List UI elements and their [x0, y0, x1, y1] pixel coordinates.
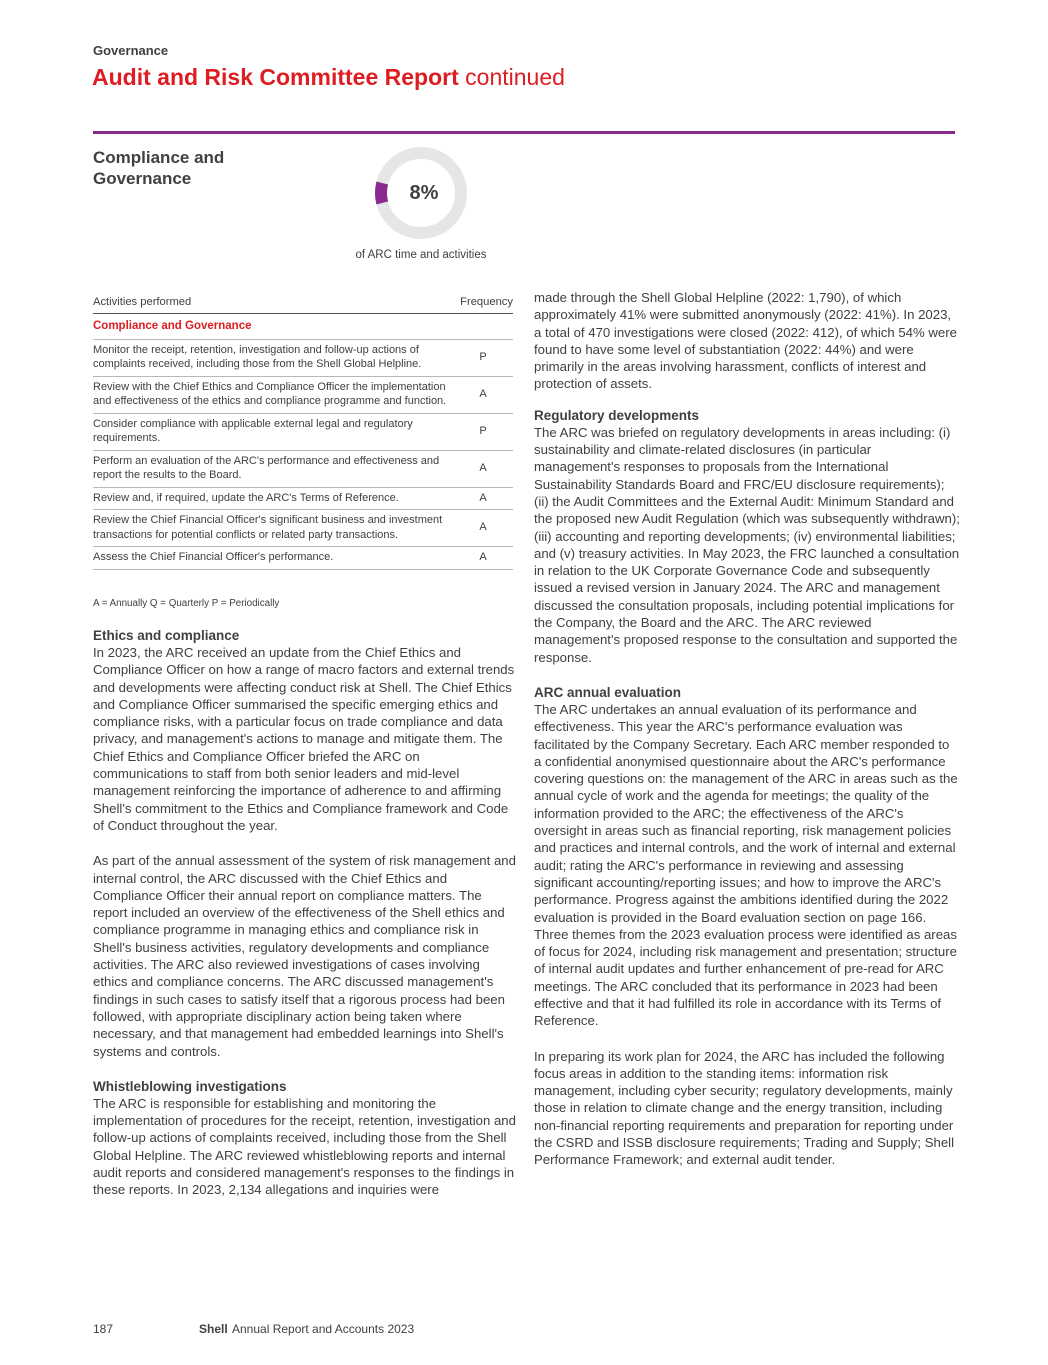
activity-cell: Assess the Chief Financial Officer's performance. [93, 547, 453, 570]
activity-cell: Consider compliance with applicable external legal and regulatory requirements. [93, 413, 453, 450]
section-label: Governance [93, 43, 169, 58]
activity-cell: Monitor the receipt, retention, investigation and follow-up actions of complaints received, including those from the Shell Global Helpline. [93, 339, 453, 376]
regulatory-heading: Regulatory developments [534, 407, 700, 423]
evaluation-heading: ARC annual evaluation [534, 684, 682, 700]
activity-cell: Review with the Chief Ethics and Compliance Officer the implementation and effectiveness of the ethics and compliance programme and function. [93, 376, 453, 413]
col-frequency: Frequency [453, 296, 513, 314]
page-title [92, 64, 565, 91]
left-column [93, 627, 517, 1199]
table-row [93, 547, 513, 570]
activity-cell: Review the Chief Financial Officer's significant business and investment transactions for potential conflicts or related party transactions. [93, 510, 453, 547]
whistleblowing-paragraph-continued: made through the Shell Global Helpline (2022: 1,790), of which approximately 41% were submitted anonymously (2022: 41%). In 2023, a total of 470 investigations were closed (2022: 412), of which 54% were found to have some level of substantiation (2022: 44%) and were primarily in the areas involving harassment, conflicts of interest and protection of assets. [534, 290, 957, 392]
time-share-donut [374, 146, 468, 240]
frequency-cell: A [453, 487, 513, 510]
donut-caption: of ARC time and activities [355, 249, 487, 261]
frequency-cell: A [453, 376, 513, 413]
table-header-row [93, 296, 513, 314]
footer-brand: Shell [199, 1322, 228, 1336]
frequency-cell: A [453, 450, 513, 487]
table-row [93, 487, 513, 510]
frequency-cell: A [453, 510, 513, 547]
table-row [93, 339, 513, 376]
table-row [93, 413, 513, 450]
whistleblowing-heading: Whistleblowing investigations [93, 1078, 287, 1094]
evaluation-paragraph-2: In preparing its work plan for 2024, the ARC has included the following focus areas in addition to the standing items: information risk management, including cyber security; regulatory developments, mainly those in relation to climate change and the energy transition, including non-financial reporting requirements and preparation for reporting under the CSRD and ISSB disclosure requirements; Trading and Supply; Shell Performance Framework; and external audit tender. [534, 1048, 955, 1168]
evaluation-paragraph-1: The ARC undertakes an annual evaluation of its performance and effectiveness. This year the ARC's performance evaluation was facilitated by the Company Secretary. Each ARC member responded to a confidential anonymised questionnaire about the ARC's performance covering questions on: the management of the ARC in areas such as the annual cycle of work and the agenda for meetings; the quality of the information provided to the ARC; the effectiveness of the ARC's oversight in areas such as financial reporting, risk management policies and practices and internal controls, and the work of internal and external audit; rating the ARC's performance in reviewing and assessing significant accounting/reporting issues; and how to improve the ARC's performance. Progress against the ambitions identified during the 2022 evaluation is provided in the Board evaluation section on page 166. Three themes from the 2023 evaluation process were identified as areas of focus for 2024, including risk management and presentation; structure of internal audit updates and further enhancement of pre-read for ARC meetings. The ARC concluded that its performance in 2023 had been effective and that it had fulfilled its role in accordance with its Terms of Reference. [534, 701, 958, 1029]
ethics-paragraph-1: In 2023, the ARC received an update from the Chief Ethics and Compliance Officer on how a range of macro factors and external trends and developments were affecting conduct risk at Shell. The Chief Ethics and Compliance Officer summarised the specific emerging ethics and compliance risks, with a particular focus on trade compliance and data privacy, and management's actions to manage and mitigate them. The Chief Ethics and Compliance Officer briefed the ARC on communications to staff from both senior leaders and mid-level management reinforcing the importance of adherence to and affirming Shell's commitment to the Ethics and Compliance framework and Code of Conduct throughout the year. [93, 645, 515, 833]
activity-cell: Review and, if required, update the ARC's Terms of Reference. [93, 487, 453, 510]
activity-cell: Perform an evaluation of the ARC's performance and effectiveness and report the results to the Board. [93, 450, 453, 487]
table-row [93, 376, 513, 413]
activities-table [93, 296, 513, 570]
table-row [93, 450, 513, 487]
right-column [534, 289, 960, 1169]
ethics-heading: Ethics and compliance [93, 628, 240, 643]
frequency-cell: A [453, 547, 513, 570]
table-group-label: Compliance and Governance [93, 314, 513, 340]
col-activities: Activities performed [93, 296, 453, 314]
block-heading: Compliance and Governance [93, 148, 225, 188]
table-row [93, 510, 513, 547]
table-group-row [93, 314, 513, 340]
regulatory-paragraph: The ARC was briefed on regulatory developments in areas including: (i) sustainability and climate-related disclosures (in particular management's responses to proposals from the International Sustainability Standards Board and FRC/EU disclosure requirements); (ii) the Audit Committees and the External Audit: Minimum Standard and the proposed new Audit Regulation (which was subsequently withdrawn); (iii) accounting and reporting developments; (iv) environmental liabilities; and (v) treasury activities. In May 2023, the FRC launched a consultation in relation to the UK Corporate Governance Code and subsequently issued a revised version in January 2024. The ARC and management discussed the consultation proposals, including potential implications for the Company, the Board and the ARC. The ARC reviewed management's proposed response to the consultation and supported the response. [534, 424, 960, 665]
page-number: 187 [93, 1322, 114, 1336]
ethics-paragraph-2: As part of the annual assessment of the system of risk management and internal control, the ARC discussed with the Chief Ethics and Compliance Officer their annual report on compliance matters. The report included an overview of the effectiveness of the Shell ethics and compliance programme in managing ethics and compliance risk in Shell's business activities, regulatory developments and compliance activities. The ARC also reviewed investigations of cases involving ethics and compliance concerns. The ARC discussed management's findings in such cases to satisfy itself that a rigorous process had been followed, with appropriate disciplinary action being taken where necessary, and that management had embedded learnings into Shell's systems and controls. [93, 853, 516, 1059]
section-divider [93, 131, 955, 134]
page-title-suffix: continued [465, 64, 565, 90]
footer-report-title: Annual Report and Accounts 2023 [232, 1322, 415, 1336]
frequency-legend: A = Annually Q = Quarterly P = Periodically [93, 598, 280, 609]
page-title-main: Audit and Risk Committee Report [92, 64, 459, 90]
donut-value: 8% [409, 182, 439, 204]
frequency-cell: P [453, 339, 513, 376]
whistleblowing-paragraph: The ARC is responsible for establishing and monitoring the implementation of procedures for the receipt, retention, investigation and follow-up actions of complaints received, including those from the Shell Global Helpline. The ARC reviewed whistleblowing reports and internal audit reports and considered management's responses to the findings in these reports. In 2023, 2,134 allegations and inquiries were [93, 1095, 516, 1198]
frequency-cell: P [453, 413, 513, 450]
